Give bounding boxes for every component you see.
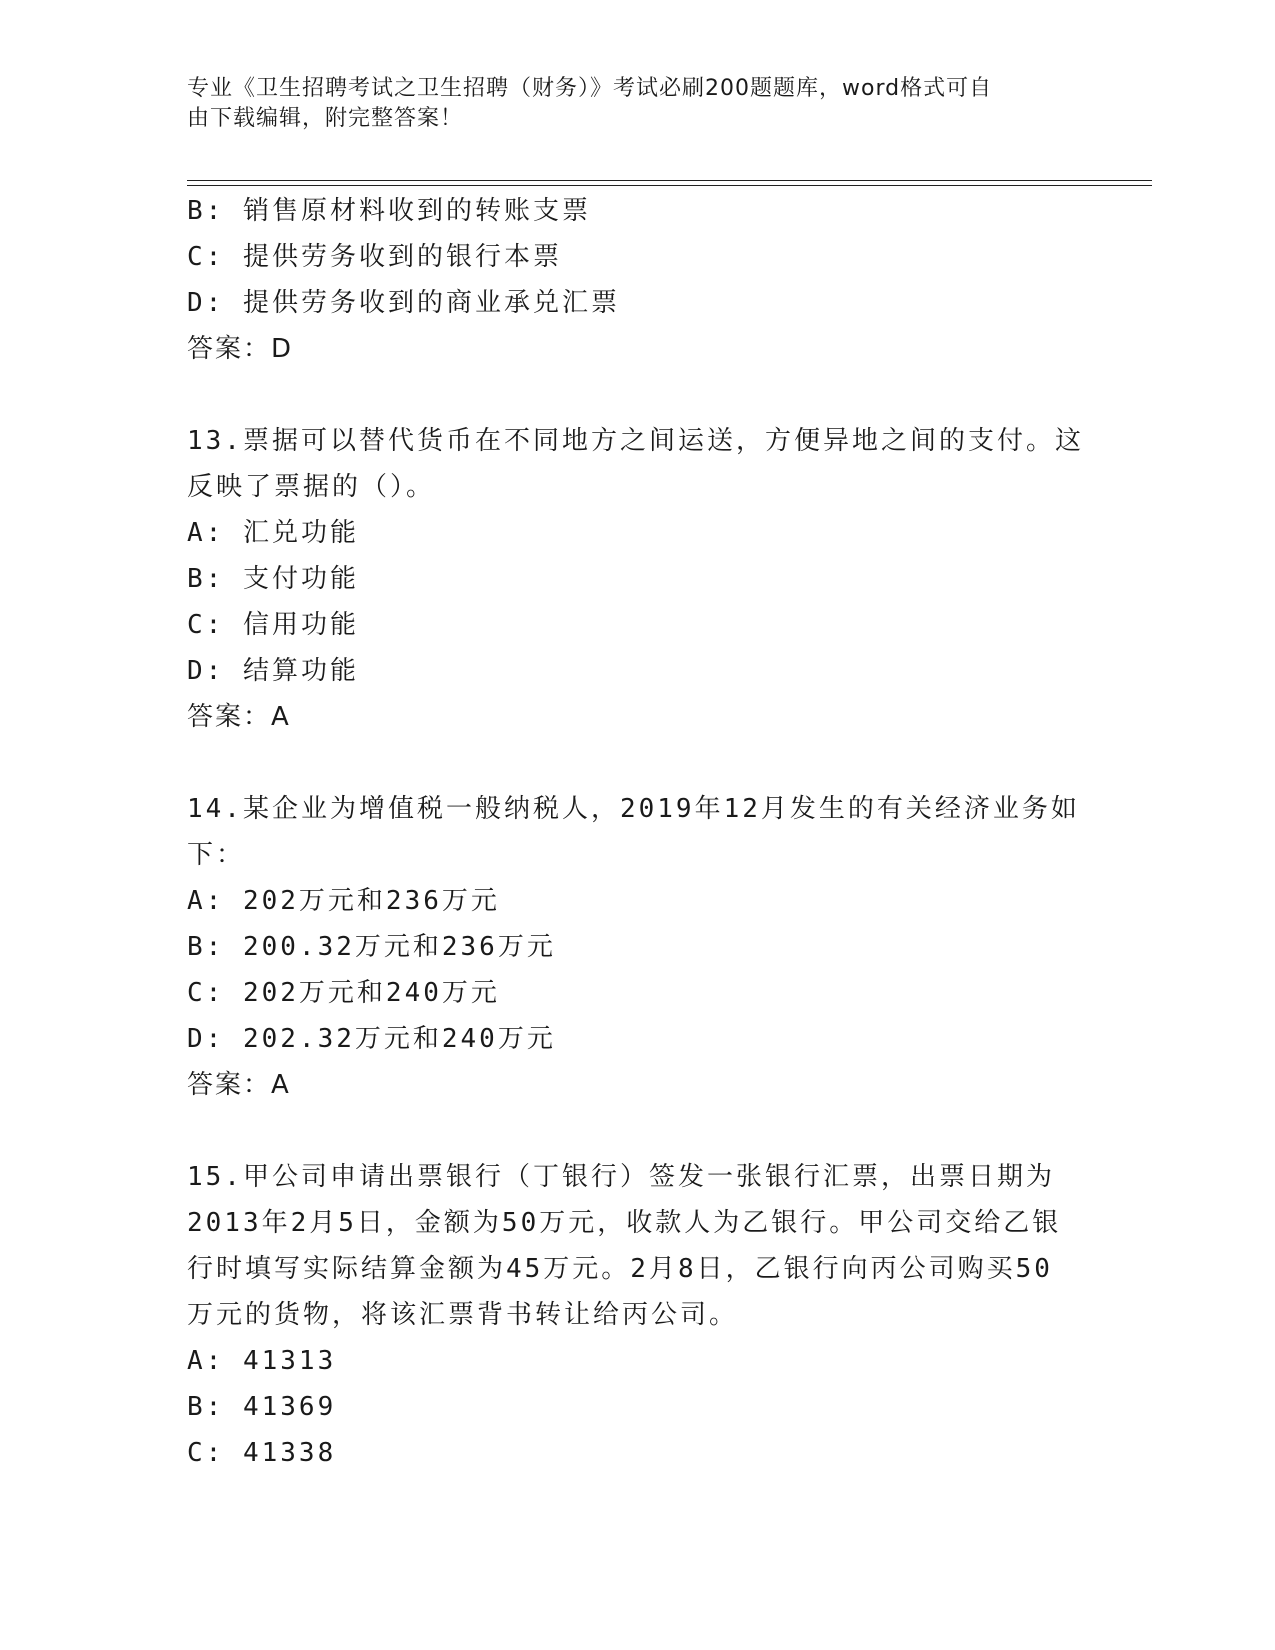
question-13: [187, 418, 1087, 740]
option-c: C: 41338: [187, 1438, 337, 1468]
option-b: B: 销售原材料收到的转账支票: [187, 196, 591, 226]
spacer: [187, 372, 1087, 418]
spacer: [187, 740, 1087, 786]
question-stem: 万元的货物，将该汇票背书转让给丙公司。: [187, 1300, 739, 1330]
header-divider-top: [187, 180, 1152, 181]
option-c: C: 信用功能: [187, 610, 359, 640]
header-line-1: 专业《卫生招聘考试之卫生招聘（财务）》考试必刷200题题库，word格式可自: [187, 76, 993, 101]
option-b: B: 支付功能: [187, 564, 359, 594]
header-divider-bottom: [187, 185, 1152, 186]
option-c: C: 202万元和240万元: [187, 978, 500, 1008]
option-d: D: 结算功能: [187, 656, 359, 686]
answer: 答案：A: [187, 702, 291, 732]
question-stem: 13.票据可以替代货币在不同地方之间运送，方便异地之间的支付。这: [187, 426, 1084, 456]
question-12: [187, 188, 1087, 372]
document-header: [187, 74, 1067, 134]
option-d: D: 202.32万元和240万元: [187, 1024, 556, 1054]
option-c: C: 提供劳务收到的银行本票: [187, 242, 562, 272]
option-b: B: 200.32万元和236万元: [187, 932, 556, 962]
option-b: B: 41369: [187, 1392, 337, 1422]
answer: 答案：A: [187, 1070, 291, 1100]
option-d: D: 提供劳务收到的商业承兑汇票: [187, 288, 620, 318]
option-a: A: 汇兑功能: [187, 518, 359, 548]
option-a: A: 202万元和236万元: [187, 886, 500, 916]
question-stem: 反映了票据的（）。: [187, 472, 436, 502]
question-15: [187, 1154, 1087, 1476]
question-14: [187, 786, 1087, 1108]
question-list: [187, 188, 1087, 1476]
answer: 答案：D: [187, 334, 294, 364]
option-a: A: 41313: [187, 1346, 337, 1376]
question-stem: 15.甲公司申请出票银行（丁银行）签发一张银行汇票，出票日期为: [187, 1162, 1055, 1192]
question-stem: 行时填写实际结算金额为45万元。2月8日，乙银行向丙公司购买50: [187, 1254, 1053, 1284]
spacer: [187, 1108, 1087, 1154]
question-stem: 2013年2月5日，金额为50万元，收款人为乙银行。甲公司交给乙银: [187, 1208, 1062, 1238]
question-stem: 下：: [187, 840, 246, 870]
question-stem: 14.某企业为增值税一般纳税人，2019年12月发生的有关经济业务如: [187, 794, 1080, 824]
header-line-2: 由下载编辑，附完整答案！: [187, 106, 464, 131]
